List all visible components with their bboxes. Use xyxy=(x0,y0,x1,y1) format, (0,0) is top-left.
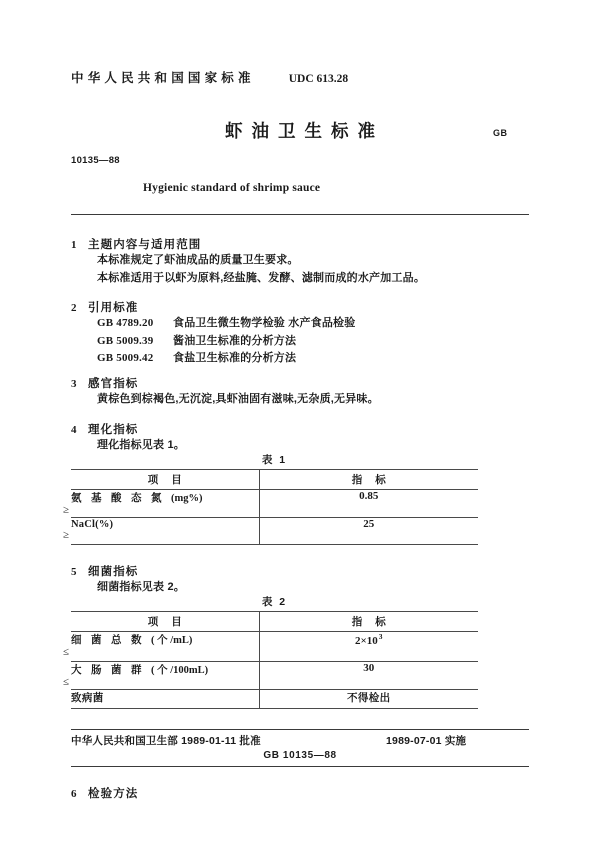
table-1-row-1-item xyxy=(63,490,259,518)
reference-code: GB 4789.20 xyxy=(97,317,154,329)
section-3-heading xyxy=(71,375,541,391)
table-row xyxy=(71,490,478,518)
table-1-row-1-operator: ≥ xyxy=(63,504,70,516)
udc-code: UDC 613.28 xyxy=(288,73,349,85)
reference-item xyxy=(97,350,541,368)
table-row xyxy=(71,661,478,689)
table-2-row-1-item xyxy=(63,632,259,662)
section-5-heading xyxy=(71,563,541,579)
table-2-row-2-value-text: 30 xyxy=(363,661,375,674)
masthead xyxy=(71,68,348,86)
section-3-number: 3 xyxy=(71,378,77,390)
spacer xyxy=(260,674,479,688)
table-1-block xyxy=(63,452,478,545)
section-2-title: 引用标准 xyxy=(88,302,139,314)
table-2-header-row xyxy=(71,612,478,632)
table-2-row-1-value xyxy=(259,632,478,662)
table-1-header-row xyxy=(71,470,478,490)
gb-mark: GB xyxy=(493,128,508,138)
section-6-number: 6 xyxy=(71,788,77,800)
section-4-heading xyxy=(71,421,541,437)
table-2-row-3-item-label: 致病菌 xyxy=(71,691,104,704)
table-1-row-2-value-text: 25 xyxy=(363,518,375,530)
section-2-number: 2 xyxy=(71,302,77,314)
table-2-row-2-value xyxy=(259,661,478,689)
reference-code: GB 5009.39 xyxy=(97,334,154,347)
section-3-title: 感官指标 xyxy=(88,378,139,390)
section-1-title: 主题内容与适用范围 xyxy=(88,239,202,251)
section-5-paragraph-1: 细菌指标见表 2。 xyxy=(97,581,185,593)
section-1-body xyxy=(97,252,541,287)
reference-item xyxy=(97,333,541,351)
section-1-number: 1 xyxy=(71,239,77,251)
section-4 xyxy=(71,421,541,455)
table-1-row-2-operator: ≥ xyxy=(63,529,70,541)
table-row xyxy=(71,632,478,662)
national-standard-label: 中华人民共和国国家标准 xyxy=(71,71,255,85)
reference-name: 食品卫生微生物学检验 水产食品检验 xyxy=(173,317,356,329)
table-2-row-2-operator: ≤ xyxy=(63,675,70,688)
table-2-row-3-value xyxy=(259,689,478,708)
footer-implementation: 1989-07-01 实施 xyxy=(386,735,467,747)
table-1-row-2-value xyxy=(259,518,478,545)
section-1-paragraph-2: 本标准适用于以虾为原料,经盐腌、发酵、滤制而成的水产加工品。 xyxy=(97,271,426,284)
table-row xyxy=(71,518,478,545)
table-1-row-1-value-text: 0.85 xyxy=(359,490,379,502)
table-1-row-2-item xyxy=(63,518,259,545)
table-2-row-1-item-unit: ( 个 /mL) xyxy=(151,635,193,646)
section-1-paragraph-1: 本标准规定了虾油成品的质量卫生要求。 xyxy=(97,254,299,266)
footer-approval: 中华人民共和国卫生部 1989-01-11 批准 xyxy=(71,735,261,747)
table-2-caption: 表 2 xyxy=(261,596,288,608)
table-2-row-2-item-label: 大肠菌群 xyxy=(71,663,151,676)
reference-name: 酱油卫生标准的分析方法 xyxy=(173,334,297,347)
spacer xyxy=(260,502,479,516)
section-1 xyxy=(71,236,541,287)
table-2-row-2-item xyxy=(63,661,259,689)
spacer xyxy=(260,647,479,661)
section-3 xyxy=(71,375,541,409)
footer-standard-number: GB 10135—88 xyxy=(263,750,337,761)
section-1-heading xyxy=(71,236,541,252)
table-2-row-1-item-label: 细菌总数 xyxy=(71,634,151,646)
table-2-row-1-value-exponent: 3 xyxy=(378,632,383,641)
section-6 xyxy=(71,785,541,801)
english-title: Hygienic standard of shrimp sauce xyxy=(143,182,321,194)
section-6-heading xyxy=(71,785,541,801)
section-5-title: 细菌指标 xyxy=(88,566,139,578)
section-2-body xyxy=(97,315,541,368)
table-1-row-1-item-label: 氨基酸态氮 xyxy=(71,492,171,504)
table-1-row-2-item-label: NaCl(%) xyxy=(71,519,114,530)
reference-name: 食盐卫生标准的分析方法 xyxy=(173,352,297,364)
footer-top-divider xyxy=(71,729,529,730)
section-4-paragraph-1: 理化指标见表 1。 xyxy=(97,439,185,451)
table-2-row-3-item xyxy=(71,689,259,708)
section-5 xyxy=(71,563,541,597)
table-1-header-value: 指标 xyxy=(259,470,478,490)
table-1-row-1-value xyxy=(259,490,478,518)
header-divider xyxy=(71,214,529,215)
table-2-row-1-operator: ≤ xyxy=(63,646,70,658)
table-1-caption: 表 1 xyxy=(261,454,288,466)
table-1 xyxy=(63,469,478,545)
table-2-row-1-value-text xyxy=(354,632,383,647)
table-2-row-3-value-text: 不得检出 xyxy=(346,691,391,704)
section-2 xyxy=(71,299,541,368)
section-6-title: 检验方法 xyxy=(88,788,139,800)
spacer xyxy=(260,530,479,544)
table-2 xyxy=(63,611,478,709)
section-3-paragraph-1: 黄棕色到棕褐色,无沉淀,具虾油固有滋味,无杂质,无异味。 xyxy=(97,393,379,405)
standard-number: 10135—88 xyxy=(71,155,120,166)
reference-code: GB 5009.42 xyxy=(97,352,154,364)
section-4-title: 理化指标 xyxy=(88,424,139,436)
section-2-heading xyxy=(71,299,541,315)
table-row xyxy=(71,689,478,708)
section-4-number: 4 xyxy=(71,424,77,436)
page-title: 虾油卫生标准 xyxy=(225,121,384,141)
table-1-row-1-item-unit: (mg%) xyxy=(171,493,203,504)
table-2-row-1-value-base: 2×10 xyxy=(354,634,378,647)
table-2-header-value: 指标 xyxy=(259,612,478,632)
section-5-number: 5 xyxy=(71,566,77,578)
table-2-row-2-item-unit: ( 个 /100mL) xyxy=(151,664,209,676)
table-1-header-item: 项目 xyxy=(71,470,259,490)
table-2-header-item: 项目 xyxy=(71,612,259,632)
section-3-body xyxy=(97,391,541,409)
reference-item xyxy=(97,315,541,333)
table-2-block xyxy=(63,594,478,709)
footer-bottom-divider xyxy=(71,766,529,767)
